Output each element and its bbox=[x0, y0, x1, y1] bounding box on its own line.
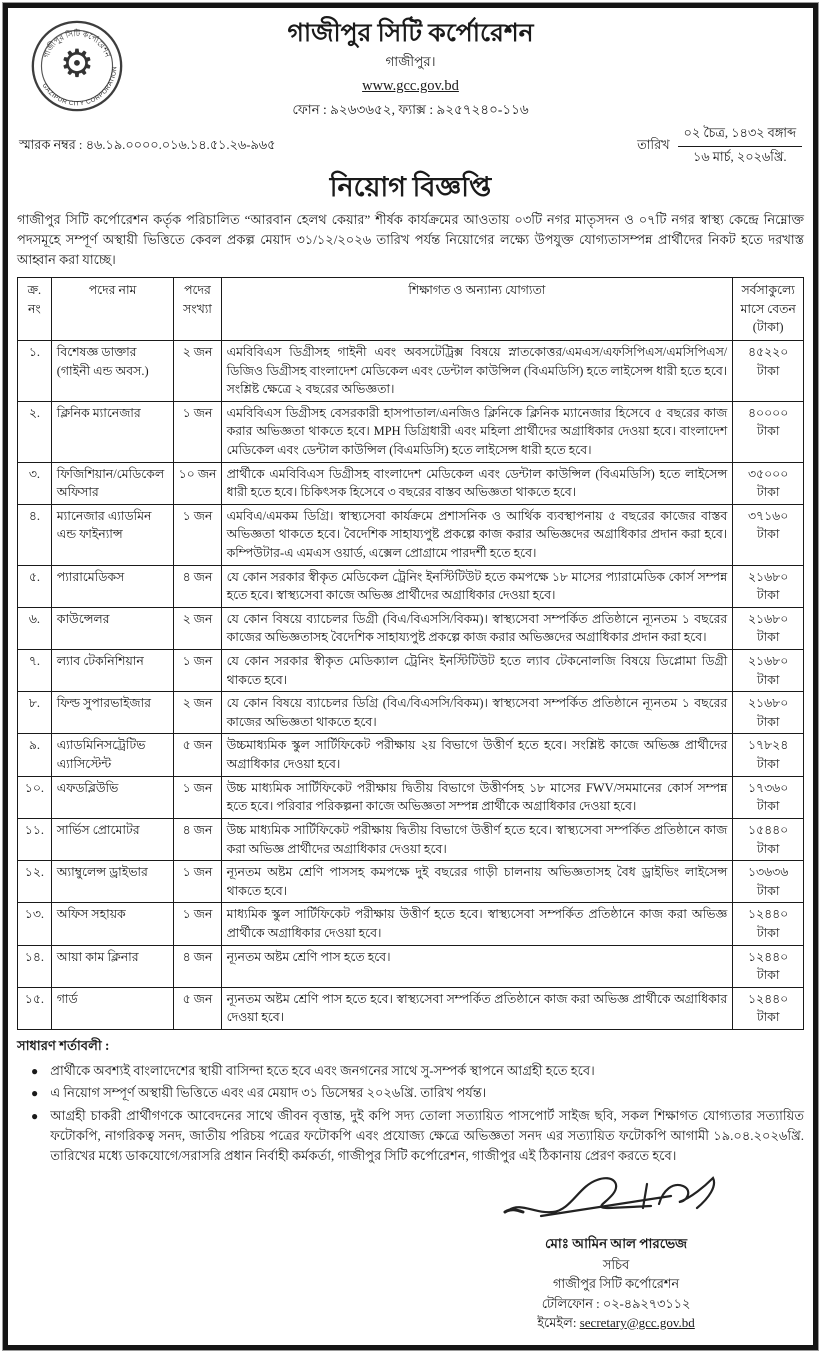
cell-qualification: এমবিবিএস ডিগ্রীসহ গাইনী এবং অবসটেট্রিক্স বিষয়ে স্নাতকোত্তর/এমএস/এফসিপিএস/এমসিপিএস/ডিজিও ডিগ্রীসহ বাংলাদেশ মেডিকেল এবং ডেন্টাল কাউন্সিল (বিএমডিসি) হতে লাইসেন্স ধারী হতে হবে। সংশ্লিষ্ট ক্ষেত্রে ২ বছরের অভিজ্ঞতা। bbox=[221, 340, 733, 401]
cell-count: ২ জন bbox=[174, 607, 221, 649]
cell-salary: ২১৬৮০ টাকা bbox=[733, 607, 804, 649]
table-row bbox=[18, 818, 804, 860]
cell-salary: ১৩৬৩৬ টাকা bbox=[733, 861, 804, 903]
cell-salary: ১২৪৪০ টাকা bbox=[733, 945, 804, 987]
condition-item bbox=[17, 1061, 804, 1081]
table-row bbox=[18, 462, 804, 504]
cell-sl: ৬. bbox=[18, 607, 52, 649]
intro-paragraph: গাজীপুর সিটি কর্পোরেশন কর্তৃক পরিচালিত “আরবান হেলথ কেয়ার” শীর্ষক কার্যক্রমের আওতায় ০৩টি নগর মাতৃসদন ও ০৭টি নগর স্বাস্থ্য কেন্দ্রে নিম্নোক্ত পদসমূহে সম্পূর্ণ অস্থায়ী ভিত্তিতে কেবল প্রকল্প মেয়াদ ৩১/১২/২০২৬ তারিখ পর্যন্ত নিয়োগের লক্ষ্যে উপযুক্ত যোগ্যতাসম্পন্ন প্রার্থীদের নিকট হতে দরখাস্ত আহ্বান করা যাচ্ছে। bbox=[17, 211, 804, 267]
cell-salary: ৪৫২২০ টাকা bbox=[733, 340, 804, 401]
cell-qualification: ন্যূনতম অষ্টম শ্রেণি পাস হতে হবে। স্বাস্থ্যসেবা সম্পর্কিত প্রতিষ্ঠানে কাজ করা অভিজ্ঞ প্রার্থীকে অগ্রাধিকার দেওয়া হবে। bbox=[221, 987, 733, 1029]
cell-salary: ২১৬৮০ টাকা bbox=[733, 650, 804, 692]
conditions-list bbox=[17, 1061, 804, 1166]
cell-count: ৪ জন bbox=[174, 945, 221, 987]
cell-sl: ১২. bbox=[18, 861, 52, 903]
cell-qualification: উচ্চমাধ্যমিক স্কুল সার্টিফিকেট পরীক্ষায় ২য় বিভাগে উত্তীর্ণ হতে হবে। সংশ্লিষ্ট কাজে অভিজ্ঞ প্রার্থীদের অগ্রাধিকার দেওয়া হবে। bbox=[221, 734, 733, 776]
table-row bbox=[18, 734, 804, 776]
column-header: পদের সংখ্যা bbox=[174, 278, 221, 341]
cell-post: ফিজিশিয়ান/মেডিকেল অফিসার bbox=[51, 462, 174, 504]
cell-post: এফডব্লিউভি bbox=[51, 776, 174, 818]
signature-block bbox=[486, 1168, 746, 1335]
bullet-icon: ● bbox=[31, 1064, 39, 1078]
memo-number: ৪৬.১৯.০০০০.০১৬.১৪.৫১.২৬-৯৬৫ bbox=[85, 138, 276, 153]
signatory-email-line bbox=[486, 1314, 746, 1335]
cell-sl: ১. bbox=[18, 340, 52, 401]
email-label: ইমেইল: bbox=[537, 1314, 580, 1330]
cell-count: ১ জন bbox=[174, 401, 221, 462]
cell-count: ৪ জন bbox=[174, 565, 221, 607]
cell-sl: ৫. bbox=[18, 565, 52, 607]
cell-salary: ২১৬৮০ টাকা bbox=[733, 565, 804, 607]
cell-count: ১ জন bbox=[174, 861, 221, 903]
seal-bottom-text: GAZIPUR CITY CORPORATION bbox=[40, 65, 119, 108]
cell-qualification: এমবিবিএস ডিগ্রীসহ বেসরকারী হাসপাতাল/এনজিও ক্লিনিকে ক্লিনিক ম্যানেজার হিসেবে ৫ বছরের কাজ করার অভিজ্ঞতা থাকতে হবে। MPH ডিগ্রিধারী এবং মহিলা প্রার্থীদের অগ্রাধিকার দেওয়া হবে। বাংলাদেশ মেডিকেল এবং ডেন্টাল কাউন্সিল (বিএমডিসি) হতে লাইসেন্স ধারী হতে হবে। bbox=[221, 401, 733, 462]
table-row bbox=[18, 650, 804, 692]
cell-qualification: ন্যূনতম অষ্টম শ্রেণি পাস হতে হবে। bbox=[221, 945, 733, 987]
cell-salary: ১৭৩৬০ টাকা bbox=[733, 776, 804, 818]
cell-sl: ৪. bbox=[18, 504, 52, 565]
table-row bbox=[18, 945, 804, 987]
cell-post: ম্যানেজার এ্যাডমিন এন্ড ফাইন্যান্স bbox=[51, 504, 174, 565]
letterhead bbox=[17, 14, 804, 169]
cell-sl: ৮. bbox=[18, 692, 52, 734]
cell-count: ১ জন bbox=[174, 650, 221, 692]
phone-fax-line: ফোন : ৯২৬৩৬৫২, ফ্যাক্স : ৯২৫৭২৪০-১১৬ bbox=[292, 102, 529, 118]
cell-post: এ্যাডমিনিসট্রেটিভ এ্যাসিস্টেন্ট bbox=[51, 734, 174, 776]
cell-sl: ১৩. bbox=[18, 903, 52, 945]
cell-qualification: মাধ্যমিক স্কুল সার্টিফিকেট পরীক্ষায় উত্তীর্ণ হতে হবে। স্বাস্থ্যসেবা সম্পর্কিত প্রতিষ্ঠানে কাজ করা অভিজ্ঞ প্রার্থীকে অগ্রাধিকার দেওয়া হবে। bbox=[221, 903, 733, 945]
condition-text: প্রার্থীকে অবশ্যই বাংলাদেশের স্থায়ী বাসিন্দা হতে হবে এবং জনগনের সাথে সু-সম্পর্ক স্থাপনে আগ্রহী হতে হবে। bbox=[50, 1063, 595, 1078]
table-row bbox=[18, 565, 804, 607]
memo-label: স্মারক নম্বর : bbox=[19, 138, 83, 153]
cell-salary: ২১৬৮০ টাকা bbox=[733, 692, 804, 734]
cell-post: ক্লিনিক ম্যানেজার bbox=[51, 401, 174, 462]
cell-post: গার্ড bbox=[51, 987, 174, 1029]
condition-text: এ নিয়োগ সম্পূর্ণ অস্থায়ী ভিত্তিতে এবং এর মেয়াদ ৩১ ডিসেম্বর ২০২৬খ্রি. তারিখ পর্যন্ত। bbox=[50, 1085, 487, 1101]
condition-item bbox=[17, 1106, 804, 1166]
cell-sl: ৭. bbox=[18, 650, 52, 692]
gear-icon bbox=[60, 42, 94, 87]
cell-salary: ১৫৪৪০ টাকা bbox=[733, 818, 804, 860]
website-link[interactable]: www.gcc.gov.bd bbox=[362, 78, 459, 95]
cell-salary: ৪০০০০ টাকা bbox=[733, 401, 804, 462]
cell-count: ২ জন bbox=[174, 692, 221, 734]
column-header: পদের নাম bbox=[51, 278, 174, 341]
date-bangla: ০২ চৈত্র, ১৪৩২ বঙ্গাব্দ bbox=[678, 124, 802, 147]
cell-post: সার্ভিস প্রোমোটর bbox=[51, 818, 174, 860]
cell-qualification: যে কোন সরকার স্বীকৃত মেডিক্যাল ট্রেনিং ইনস্টিটিউট হতে ল্যাব টেকনোলজি বিষয়ে ডিপ্লোমা ডিগ্রী থাকতে হবে। bbox=[221, 650, 733, 692]
cell-count: ২ জন bbox=[174, 340, 221, 401]
cell-count: ১ জন bbox=[174, 903, 221, 945]
cell-qualification: ন্যূনতম অষ্টম শ্রেণি পাসসহ কমপক্ষে দুই বছরের গাড়ী চালনায় অভিজ্ঞতাসহ বৈধ ড্রাইভিং লাইসেন্স থাকতে হবে। bbox=[221, 861, 733, 903]
cell-post: বিশেষজ্ঞ ডাক্তার (গাইনী এন্ড অবস.) bbox=[51, 340, 174, 401]
cell-count: ১ জন bbox=[174, 504, 221, 565]
signatory-name: মোঃ আমিন আল পারভেজ bbox=[544, 1236, 688, 1252]
signatory-org: গাজীপুর সিটি কর্পোরেশন bbox=[553, 1277, 679, 1292]
cell-sl: ১৫. bbox=[18, 987, 52, 1029]
cell-qualification: যে কোন সরকার স্বীকৃত মেডিকেল ট্রেনিং ইনস্টিটিউট হতে কমপক্ষে ১৮ মাসের প্যারামেডিক কোর্স সম্পন্ন হতে হবে। স্বাস্থ্যসেবা কাজে অভিজ্ঞ প্রার্থীদের অগ্রাধিকার দেওয়া হবে। bbox=[221, 565, 733, 607]
condition-text: আগ্রহী চাকরী প্রার্থীগণকে আবেদনের সাথে জীবন বৃত্তান্ত, দুই কপি সদ্য তোলা সত্যায়িত পাসপোর্ট সাইজ ছবি, সকল শিক্ষাগত যোগ্যতার সত্যায়িত ফটোকপি, নাগরিকত্ব সনদ, জাতীয় পরিচয় পত্রের ফটোকপি এবং প্রযোজ্য ক্ষেত্রে অভিজ্ঞতা সনদ এর সত্যায়িত ফটোকপি আগামী ১৯.০৪.২০২৬খ্রি. তারিখের মধ্যে ডাকযোগে/সরাসরি প্রধান নির্বাহী কর্মকর্তা, গাজীপুর সিটি কর্পোরেশন, গাজীপুর এই ঠিকানায় প্রেরণ করতে হবে। bbox=[50, 1107, 804, 1164]
cell-count: ৫ জন bbox=[174, 734, 221, 776]
cell-salary: ১২৪৪০ টাকা bbox=[733, 987, 804, 1029]
cell-salary: ১৭৮২৪ টাকা bbox=[733, 734, 804, 776]
cell-post: অ্যাম্বুলেন্স ড্রাইভার bbox=[51, 861, 174, 903]
cell-qualification: যে কোন বিষয়ে ব্যাচেলর ডিগ্রী (বিএ/বিএসসি/বিকম)। স্বাস্থ্যসেবা সম্পর্কিত প্রতিষ্ঠানে ন্যূনতম ১ বছরের কাজের অভিজ্ঞতাসহ বৈদেশিক সাহায্যপুষ্ট প্রকল্পে কাজ করার অভিজ্ঞদের অগ্রাধিকার প্রদান করা হবে। bbox=[221, 607, 733, 649]
signature-scribble bbox=[501, 1168, 731, 1240]
cell-sl: ১৪. bbox=[18, 945, 52, 987]
cell-sl: ৩. bbox=[18, 462, 52, 504]
table-row bbox=[18, 692, 804, 734]
table-header-row bbox=[18, 278, 804, 341]
cell-post: ফিল্ড সুপারভাইজার bbox=[51, 692, 174, 734]
cell-salary: ৩৫০০০ টাকা bbox=[733, 462, 804, 504]
cell-count: ১০ জন bbox=[174, 462, 221, 504]
cell-count: ১ জন bbox=[174, 776, 221, 818]
org-place: গাজীপুর। bbox=[385, 54, 436, 70]
cell-count: ৫ জন bbox=[174, 987, 221, 1029]
cell-post: আয়া কাম ক্লিনার bbox=[51, 945, 174, 987]
column-header: ক্র. নং bbox=[18, 278, 52, 341]
cell-post: অফিস সহায়ক bbox=[51, 903, 174, 945]
cell-sl: ১০. bbox=[18, 776, 52, 818]
cell-qualification: যে কোন বিষয়ে ব্যাচেলর ডিগ্রি (বিএ/বিএসসি/বিকম)। স্বাস্থ্যসেবা সম্পর্কিত প্রতিষ্ঠানে ন্যূনতম ১ বছরের কাজের অভিজ্ঞতা থাকতে হবে। bbox=[221, 692, 733, 734]
table-row bbox=[18, 607, 804, 649]
cell-sl: ১১. bbox=[18, 818, 52, 860]
signatory-designation: সচিব bbox=[602, 1258, 630, 1273]
bullet-icon: ● bbox=[31, 1108, 39, 1123]
document-page bbox=[3, 3, 818, 1350]
cell-sl: ২. bbox=[18, 401, 52, 462]
table-body bbox=[18, 340, 804, 1029]
org-name: গাজীপুর সিটি কর্পোরেশন bbox=[287, 20, 534, 47]
cell-sl: ৯. bbox=[18, 734, 52, 776]
table-row bbox=[18, 903, 804, 945]
cell-qualification: এমবিএ/এমকম ডিগ্রি। স্বাস্থ্যসেবা কার্যক্রমে প্রশাসনিক ও আর্থিক ব্যবস্থাপনায় ৫ বছরের কাজের বাস্তব অভিজ্ঞতা থাকতে হবে। বৈদেশিক সাহায্যপুষ্ট প্রকল্পে কাজ করার অভিজ্ঞদের অগ্রাধিকার প্রদান করা হবে। কম্পিউটার-এ এমএস ওয়ার্ড, এক্সেল প্রোগ্রামে পারদর্শী হতে হবে। bbox=[221, 504, 733, 565]
date-gregorian: ১৬ মার্চ, ২০২৬খ্রি. bbox=[692, 150, 787, 165]
table-row bbox=[18, 504, 804, 565]
signatory-phone: টেলিফোন : ০২-৪৯২৭৩১১২ bbox=[541, 1296, 691, 1311]
column-header: সর্বসাকুল্যে মাসে বেতন (টাকা) bbox=[733, 278, 804, 341]
positions-table bbox=[17, 277, 804, 1030]
page-title: নিয়োগ বিজ্ঞপ্তি bbox=[329, 172, 492, 203]
cell-post: ল্যাব টেকনিশিয়ান bbox=[51, 650, 174, 692]
cell-salary: ৩৭১৬০ টাকা bbox=[733, 504, 804, 565]
column-header: শিক্ষাগত ও অন্যান্য যোগ্যতা bbox=[221, 278, 733, 341]
table-row bbox=[18, 401, 804, 462]
seal-top-text: গাজীপুর সিটি কর্পোরেশন bbox=[41, 29, 113, 60]
table-row bbox=[18, 987, 804, 1029]
date-label: তারিখ bbox=[637, 138, 670, 153]
email-link[interactable]: secretary@gcc.gov.bd bbox=[579, 1314, 695, 1330]
table-row bbox=[18, 776, 804, 818]
svg-text:⚙: ⚙ bbox=[59, 41, 95, 87]
cell-qualification: প্রার্থীকে এমবিবিএস ডিগ্রীসহ বাংলাদেশ মেডিকেল এবং ডেন্টাল কাউন্সিল (বিএমডিসি) হতে লাইসেন্স ধারী হতে হবে। চিকিৎসক হিসেবে ৩ বছরের বাস্তব অভিজ্ঞতা থাকতে হবে। bbox=[221, 462, 733, 504]
condition-item bbox=[17, 1083, 804, 1103]
bullet-icon: ● bbox=[31, 1086, 39, 1101]
conditions-heading: সাধারণ শর্তাবলী : bbox=[17, 1038, 110, 1053]
cell-salary: ১২৪৪০ টাকা bbox=[733, 903, 804, 945]
cell-count: ৪ জন bbox=[174, 818, 221, 860]
cell-qualification: উচ্চ মাধ্যমিক সার্টিফিকেট পরীক্ষায় দ্বিতীয় বিভাগে উত্তীর্ণ হতে হবে। স্বাস্থ্যসেবা সম্পর্কিত প্রতিষ্ঠানে কাজ করা অভিজ্ঞ প্রার্থীদের অগ্রাধিকার দেওয়া হবে। bbox=[221, 818, 733, 860]
table-row bbox=[18, 861, 804, 903]
memo-number-line bbox=[19, 124, 275, 157]
cell-qualification: উচ্চ মাধ্যমিক সার্টিফিকেট পরীক্ষায় দ্বিতীয় বিভাগে উত্তীর্ণসহ ১৮ মাসের FWV/সমমানের কোর্স সম্পন্ন হতে হবে। পরিবার পরিকল্পনা কাজে অভিজ্ঞতা সম্পন্ন প্রার্থীকে অগ্রাধিকার দেওয়া হবে। bbox=[221, 776, 733, 818]
table-row bbox=[18, 340, 804, 401]
date-block bbox=[637, 124, 802, 169]
cell-post: প্যারামেডিকস bbox=[51, 565, 174, 607]
cell-post: কাউন্সেলর bbox=[51, 607, 174, 649]
gazipur-city-corporation-seal-logo bbox=[29, 18, 125, 114]
